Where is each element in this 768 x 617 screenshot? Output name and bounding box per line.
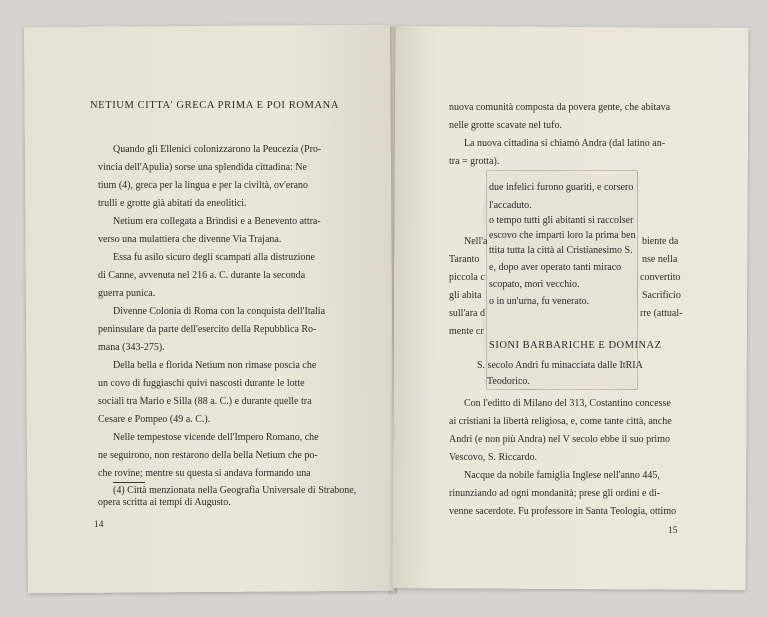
- text-line: Andri (e non più Andra) nel V secolo ebbe il suo primo: [449, 434, 670, 445]
- text-line: tra = grotta).: [449, 156, 500, 167]
- text-line: peninsulare da parte dell'esercito della Repubblica Ro-: [98, 324, 317, 335]
- text-fragment: Nell'a: [464, 236, 488, 247]
- text-line: trulli e grotte già abitati da eneolitici.: [98, 198, 247, 209]
- text-line: tium (4), greca per la lingua e per la civiltà, ov'erano: [98, 180, 309, 191]
- text-fragment: gli abita: [449, 290, 482, 301]
- text-line: rinunziando ad ogni mondanità; prese gli ordini e di-: [449, 488, 661, 499]
- footnote-divider: [113, 482, 145, 483]
- text-line: nelle grotte scavate nel tufo.: [449, 120, 563, 131]
- text-fragment: convertito: [640, 272, 681, 283]
- text-line: che rovine; mentre su questa si andava formando una: [98, 468, 311, 479]
- text-line: due infelici furono guariti, e corsero: [489, 182, 634, 193]
- text-fragment: Taranto: [449, 254, 480, 265]
- text-line: Teodorico.: [487, 376, 530, 387]
- text-line: e, dopo aver operato tanti miraco: [489, 262, 622, 273]
- text-line: o in un'urna, fu venerato.: [489, 296, 590, 307]
- text-line: escovo che impartì loro la prima ben: [489, 230, 636, 241]
- text-line: Con l'editto di Milano del 313, Costantino concesse: [464, 398, 671, 409]
- section-heading: SIONI BARBARICHE E DOMINAZ: [489, 340, 662, 351]
- text-line: Divenne Colonia di Roma con la conquista dell'Italia: [113, 306, 326, 317]
- text-line: ttita tutta la città al Cristianesimo S.: [489, 245, 633, 256]
- page-number-left: 14: [94, 520, 104, 530]
- text-fragment: mente cr: [449, 326, 484, 337]
- page-number-right: 15: [668, 526, 678, 536]
- text-line: guerra punica.: [98, 288, 156, 299]
- text-line: di Canne, avvenuta nel 216 a. C. durante la seconda: [98, 270, 306, 281]
- text-line: un covo di fuggiaschi quivi nascosti durante le lotte: [98, 378, 305, 389]
- footnote-line: (4) Città menzionata nella Geografia Universale di Strabone,: [113, 485, 357, 496]
- text-fragment: piccola c: [449, 272, 485, 283]
- text-line: Cesare e Pompeo (49 a. C.).: [98, 414, 211, 425]
- text-line: vincia dell'Apulia) sorse una splendida cittadina: Ne: [98, 162, 307, 173]
- text-line: venne sacerdote. Fu professore in Santa Teologia, ottimo: [449, 506, 677, 517]
- text-line: La nuova cittadina si chiamò Andra (dal latino an-: [464, 138, 666, 149]
- text-line: o tempo tutti gli abitanti si raccolser: [489, 215, 634, 226]
- text-fragment: biente da: [642, 236, 679, 247]
- text-line: S. secolo Andri fu minacciata dalle ItRIA: [477, 360, 643, 371]
- text-line: Netium era collegata a Brindisi e a Benevento attra-: [113, 216, 321, 227]
- footnote-line: opera scritta ai tempi di Augusto.: [98, 497, 231, 508]
- text-fragment: nse nella: [642, 254, 678, 265]
- text-fragment: sull'ara d: [449, 308, 485, 319]
- text-line: mana (343-275).: [98, 342, 165, 353]
- text-line: scopato, morì vecchio.: [489, 279, 580, 290]
- text-fragment: Sacrificio: [642, 290, 681, 301]
- text-line: sociali tra Mario e Silla (88 a. C.) e durante quelle tra: [98, 396, 312, 407]
- text-fragment: rre (attual-: [640, 308, 683, 319]
- text-line: nuova comunità composta da povera gente, che abitava: [449, 102, 671, 113]
- text-line: Quando gli Ellenici colonizzarono la Peucezia (Pro-: [113, 144, 322, 155]
- text-line: Nacque da nobile famiglia Inglese nell'anno 445,: [464, 470, 660, 481]
- text-line: Nelle tempestose vicende dell'Impero Romano, che: [113, 432, 319, 443]
- text-line: ne seguirono, non restarono della bella Netium che po-: [98, 450, 318, 461]
- text-line: Vescovo, S. Riccardo.: [449, 452, 538, 463]
- chapter-heading: NETIUM CITTA' GRECA PRIMA E POI ROMANA: [90, 100, 340, 111]
- text-line: verso una mulattiera che divenne Via Trajana.: [98, 234, 282, 245]
- text-line: Essa fu asilo sicuro degli scampati alla distruzione: [113, 252, 315, 263]
- text-line: ai cristiani la libertà religiosa, e, come tante città, anche: [449, 416, 672, 427]
- text-line: l'accaduto.: [489, 200, 532, 211]
- text-line: Della bella e florida Netium non rimase poscia che: [113, 360, 317, 371]
